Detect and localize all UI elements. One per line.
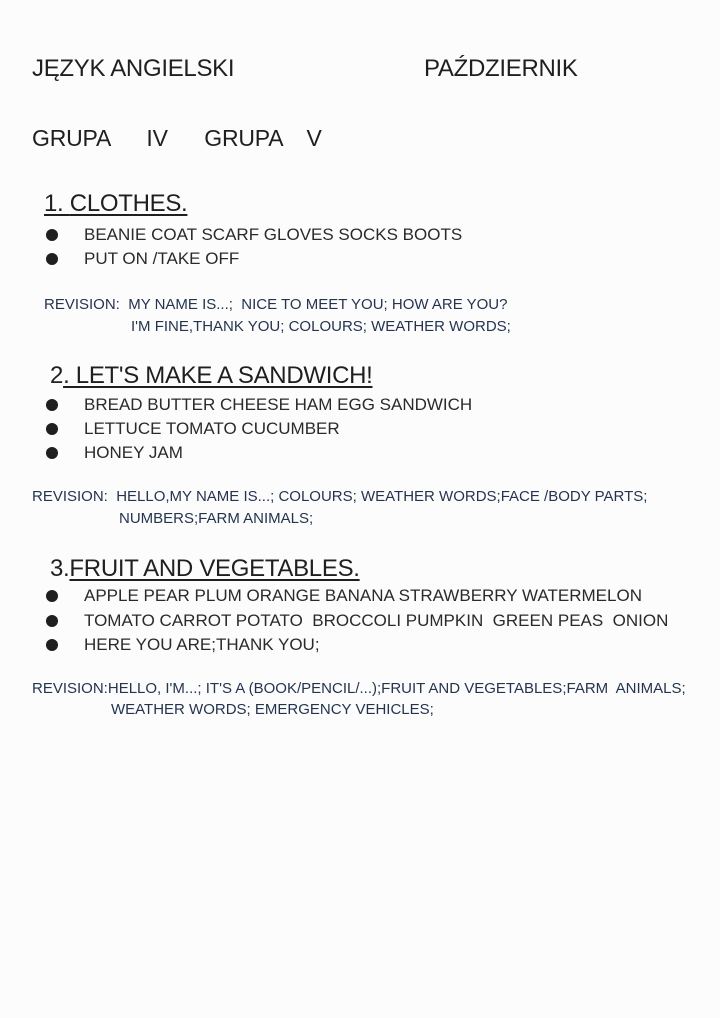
list-item-text: APPLE PEAR PLUM ORANGE BANANA STRAWBERRY WATERMELON [84, 586, 642, 605]
list-item-text: BEANIE COAT SCARF GLOVES SOCKS BOOTS [84, 225, 463, 244]
list-item-text: TOMATO CARROT POTATO BROCCOLI PUMPKIN GREEN PEAS ONION [84, 611, 669, 630]
bullet-icon [46, 639, 58, 651]
subject-heading: JĘZYK ANGIELSKI [32, 55, 235, 82]
bullet-icon [46, 447, 58, 459]
list-item-text: HONEY JAM [84, 443, 183, 462]
bullet-icon [46, 253, 58, 265]
revision-continuation: NUMBERS;FARM ANIMALS; [119, 510, 314, 527]
list-item-text: HERE YOU ARE;THANK YOU; [84, 635, 320, 654]
list-item-text: LETTUCE TOMATO CUCUMBER [84, 419, 340, 438]
revision-continuation: WEATHER WORDS; EMERGENCY VEHICLES; [111, 701, 434, 718]
revision-label: REVISION: [32, 680, 108, 697]
revision-label: REVISION: [44, 296, 120, 313]
revision-text: MY NAME IS...; NICE TO MEET YOU; HOW ARE YOU? [119, 296, 508, 313]
section-3-title [50, 555, 360, 583]
section-3-number: 3. [50, 555, 70, 582]
revision-text: HELLO, I'M...; IT'S A (BOOK/PENCIL/...);FRUIT AND VEGETABLES;FARM ANIMALS; [107, 680, 686, 697]
bullet-icon [46, 399, 58, 411]
revision-line [44, 294, 507, 316]
month-heading: PAŹDZIERNIK [424, 55, 578, 82]
section-2-title [50, 362, 373, 390]
section-3-title-text: FRUIT AND VEGETABLES. [69, 555, 360, 582]
groups-heading: GRUPA IV GRUPA V [32, 125, 322, 151]
revision-line [32, 486, 647, 508]
revision-label: REVISION: [32, 488, 108, 505]
revision-continuation: I'M FINE,THANK YOU; COLOURS; WEATHER WORDS; [131, 318, 511, 335]
revision-text: HELLO,MY NAME IS...; COLOURS; WEATHER WORDS;FACE /BODY PARTS; [107, 488, 648, 505]
revision-line [32, 678, 686, 700]
bullet-icon [46, 423, 58, 435]
section-1-title-text: CLOTHES. [69, 190, 188, 217]
section-1-number: 1. [44, 190, 70, 217]
section-1-title [44, 190, 187, 218]
bullet-icon [46, 229, 58, 241]
bullet-icon [46, 590, 58, 602]
section-2-number: 2 [50, 362, 64, 389]
list-item-text: BREAD BUTTER CHEESE HAM EGG SANDWICH [84, 395, 473, 414]
bullet-icon [46, 615, 58, 627]
list-item-text: PUT ON /TAKE OFF [84, 249, 240, 268]
section-2-title-text: . LET'S MAKE A SANDWICH! [63, 362, 373, 389]
